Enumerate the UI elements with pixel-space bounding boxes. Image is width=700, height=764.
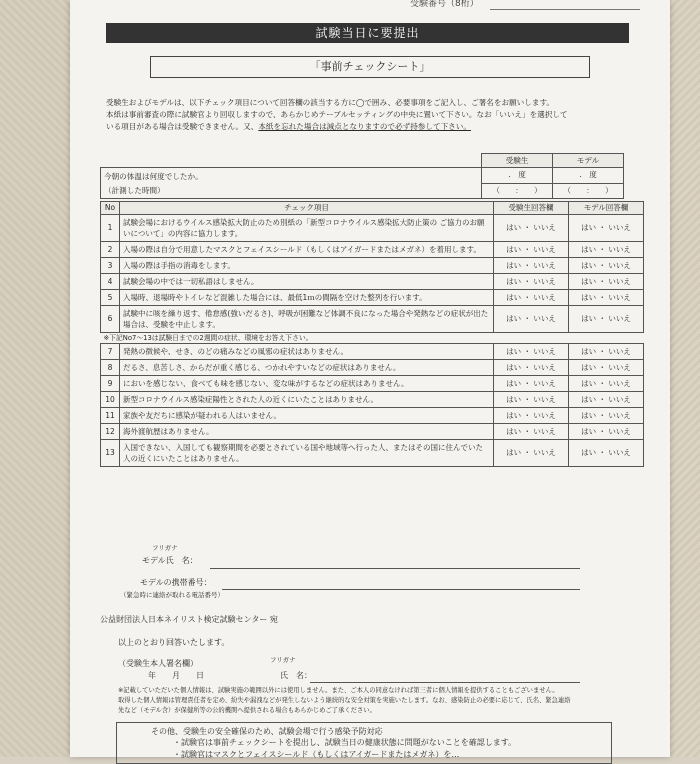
model-answer-choice[interactable]: はい ・ いいえ xyxy=(569,440,644,467)
checklist-row xyxy=(101,360,644,376)
model-name-label: モデル氏 名： xyxy=(142,556,198,565)
student-answer-choice[interactable]: はい ・ いいえ xyxy=(494,408,569,424)
sheet-title: 「事前チェックシート」 xyxy=(150,56,590,78)
item-text: 入国できない、入国しても観察期間を必要とされている国や地域等へ行った人、またはその国に住んでいた人の近くにいたことはありません。 xyxy=(120,440,494,467)
item-number: 9 xyxy=(101,376,120,392)
checklist-row xyxy=(101,306,644,333)
symptom-note: ※下記No7～13は試験日までの2週間の症状、環境をお答え下さい。 xyxy=(101,333,644,344)
col-model-answer: モデル回答欄 xyxy=(569,202,644,215)
model-answer-choice[interactable]: はい ・ いいえ xyxy=(569,306,644,333)
student-answer-choice[interactable]: はい ・ いいえ xyxy=(494,440,569,467)
model-answer-choice[interactable]: はい ・ いいえ xyxy=(569,408,644,424)
privacy-line-1: ※記載していただいた個人情報は、試験実施の範囲以外には使用しません。また、ご本人の同意なければ第三者に個人情報を提供することもございません。 xyxy=(118,687,559,694)
item-text: 入場の際は自分で用意したマスクとフェイスシールド（もしくはアイガードまたはメガネ）を着用します。 xyxy=(120,242,494,258)
intro-warning: 本紙を忘れた場合は減点となりますので必ず持参して下さい。 xyxy=(258,122,471,131)
item-text: だるさ、息苦しさ、からだが重く感じる、つかれやすいなどの症状はありません。 xyxy=(120,360,494,376)
model-name-furigana xyxy=(152,543,178,553)
col-item: チェック項目 xyxy=(120,202,494,215)
student-answer-choice[interactable]: はい ・ いいえ xyxy=(494,215,569,242)
item-number: 11 xyxy=(101,408,120,424)
student-answer-choice[interactable]: はい ・ いいえ xyxy=(494,274,569,290)
model-answer-choice[interactable]: はい ・ いいえ xyxy=(569,215,644,242)
student-temperature-field[interactable]: . 度 xyxy=(482,168,553,184)
checklist-row xyxy=(101,242,644,258)
intro-line-3-text: いる項目がある場合は受験できません。又、 xyxy=(106,122,259,131)
col-student-answer: 受験生回答欄 xyxy=(494,202,569,215)
privacy-line-3: 先など（モデル含）が保健所等の公的機関へ提供される場合もあらかじめご了承ください。 xyxy=(118,707,376,714)
item-number: 2 xyxy=(101,242,120,258)
item-number: 13 xyxy=(101,440,120,467)
signature-furigana: フリガナ xyxy=(270,656,296,664)
precaution-line-1: ・試験官は事前チェックシートを提出し、試験当日の健康状態に問題がないことを確認します。 xyxy=(173,738,517,748)
temp-col-student: 受験生 xyxy=(482,154,553,168)
temp-time-label: （計測した時間） xyxy=(104,186,165,195)
temp-question-cell xyxy=(101,168,482,199)
student-answer-choice[interactable]: はい ・ いいえ xyxy=(494,242,569,258)
item-text: 発熱の徴候や、せき、のどの痛みなどの風邪の症状はありません。 xyxy=(120,344,494,360)
privacy-notice xyxy=(118,686,638,716)
item-number: 6 xyxy=(101,306,120,333)
item-text: 試験中に咳を繰り返す、倦怠感(強いだるさ)、呼吸が困難など体調不良になった場合や発熱などの症状が出た場合は、受験を中止します。 xyxy=(120,306,494,333)
background-fabric-left xyxy=(0,0,72,757)
model-temperature-field[interactable]: . 度 xyxy=(553,168,624,184)
privacy-line-2: 取得した個人情報は管理責任者を定め、紛失や漏洩などが発生しないよう継続的な安全対策を実施いたします。なお、感染防止の必要に応じて、氏名、緊急連絡 xyxy=(118,697,571,704)
checklist-row xyxy=(101,258,644,274)
model-answer-choice[interactable]: はい ・ いいえ xyxy=(569,424,644,440)
model-answer-choice[interactable]: はい ・ いいえ xyxy=(569,258,644,274)
model-answer-choice[interactable]: はい ・ いいえ xyxy=(569,290,644,306)
checklist-row xyxy=(101,215,644,242)
precaution-title: その他、受験生の安全確保のため、試験会場で行う感染予防対応 xyxy=(151,727,383,736)
checklist-row xyxy=(101,424,644,440)
col-no: No xyxy=(101,202,120,215)
student-answer-choice[interactable]: はい ・ いいえ xyxy=(494,258,569,274)
exam-number-field[interactable] xyxy=(490,9,640,10)
checklist-row xyxy=(101,440,644,467)
item-number: 8 xyxy=(101,360,120,376)
signature-date: 年 月 日 xyxy=(148,671,204,680)
model-furigana-label: フリガナ xyxy=(152,544,178,552)
precaution-box xyxy=(116,722,612,764)
student-answer-choice[interactable]: はい ・ いいえ xyxy=(494,306,569,333)
addressee: 公益財団法人日本ネイリスト検定試験センター 宛 xyxy=(100,615,278,624)
item-number: 4 xyxy=(101,274,120,290)
item-text: 家族や友だちに感染が疑われる人はいません。 xyxy=(120,408,494,424)
item-text: 海外渡航歴はありません。 xyxy=(120,424,494,440)
model-phone-label: モデルの携帯番号： xyxy=(140,578,212,587)
item-text: 入場の際は手指の消毒をします。 xyxy=(120,258,494,274)
intro-text xyxy=(106,97,636,133)
signature-heading: （受験生本人署名欄） xyxy=(118,659,198,668)
precaution-line-2: ・試験官はマスクとフェイスシールド（もしくはアイガードまたはメガネ）を… xyxy=(173,749,460,759)
item-text: 試験会場におけるウイルス感染拡大防止のため別紙の「新型コロナウイルス感染拡大防止策の ご協力のお願いについて」の内容に協力します。 xyxy=(120,215,494,242)
checklist-row xyxy=(101,376,644,392)
confirm-text: 以上のとおり回答いたします。 xyxy=(118,638,230,647)
item-text: 入場時、退場時やトイレなど混雑した場合には、最低1ｍの間隔を空けた整列を行います。 xyxy=(120,290,494,306)
checklist-row xyxy=(101,290,644,306)
student-time-field[interactable]: （ ： ） xyxy=(482,183,553,199)
checklist-table xyxy=(100,201,644,467)
item-number: 1 xyxy=(101,215,120,242)
student-answer-choice[interactable]: はい ・ いいえ xyxy=(494,360,569,376)
submission-banner: 試験当日に要提出 xyxy=(106,23,629,43)
item-number: 3 xyxy=(101,258,120,274)
student-answer-choice[interactable]: はい ・ いいえ xyxy=(494,290,569,306)
signature-name-label: 氏 名： xyxy=(280,671,312,680)
checklist-row xyxy=(101,392,644,408)
student-answer-choice[interactable]: はい ・ いいえ xyxy=(494,344,569,360)
temp-col-model: モデル xyxy=(553,154,624,168)
temperature-table xyxy=(100,153,624,199)
intro-line-2: 本紙は事前審査の際に試験官より回収しますので、あらかじめテーブルセッティングの中央に置いて下さい。なお「いいえ」を選択して xyxy=(106,110,568,119)
checklist-row xyxy=(101,274,644,290)
check-sheet-paper xyxy=(70,0,670,757)
intro-line-3 xyxy=(106,121,636,133)
model-answer-choice[interactable]: はい ・ いいえ xyxy=(569,344,644,360)
item-text: 新型コロナウイルス感染症陽性とされた人の近くにいたことはありません。 xyxy=(120,392,494,408)
model-phone-note: （緊急時に連絡が取れる電話番号） xyxy=(120,591,224,599)
model-answer-choice[interactable]: はい ・ いいえ xyxy=(569,376,644,392)
model-answer-choice[interactable]: はい ・ いいえ xyxy=(569,242,644,258)
model-name-field[interactable] xyxy=(210,568,580,569)
exam-number-label: 受験番号（8桁） xyxy=(410,0,479,9)
student-answer-choice[interactable]: はい ・ いいえ xyxy=(494,392,569,408)
item-text: においを感じない、食べても味を感じない、変な味がするなどの症状はありません。 xyxy=(120,376,494,392)
student-answer-choice[interactable]: はい ・ いいえ xyxy=(494,376,569,392)
temp-question: 今朝の体温は何度でしたか。 xyxy=(104,172,203,181)
checklist-row xyxy=(101,408,644,424)
model-phone-field[interactable] xyxy=(222,589,580,590)
item-number: 7 xyxy=(101,344,120,360)
checklist-row xyxy=(101,344,644,360)
model-answer-choice[interactable]: はい ・ いいえ xyxy=(569,360,644,376)
intro-line-1: 受験生およびモデルは、以下チェック項目について回答欄の該当する方に◯で囲み、必要事項をご記入し、ご署名をお願いします。 xyxy=(106,98,555,107)
student-answer-choice[interactable]: はい ・ いいえ xyxy=(494,424,569,440)
model-answer-choice[interactable]: はい ・ いいえ xyxy=(569,274,644,290)
item-number: 5 xyxy=(101,290,120,306)
model-time-field[interactable]: （ ： ） xyxy=(553,183,624,199)
model-answer-choice[interactable]: はい ・ いいえ xyxy=(569,392,644,408)
item-number: 12 xyxy=(101,424,120,440)
signature-name-field[interactable] xyxy=(310,682,580,683)
item-text: 試験会場の中では一切私語はしません。 xyxy=(120,274,494,290)
item-number: 10 xyxy=(101,392,120,408)
